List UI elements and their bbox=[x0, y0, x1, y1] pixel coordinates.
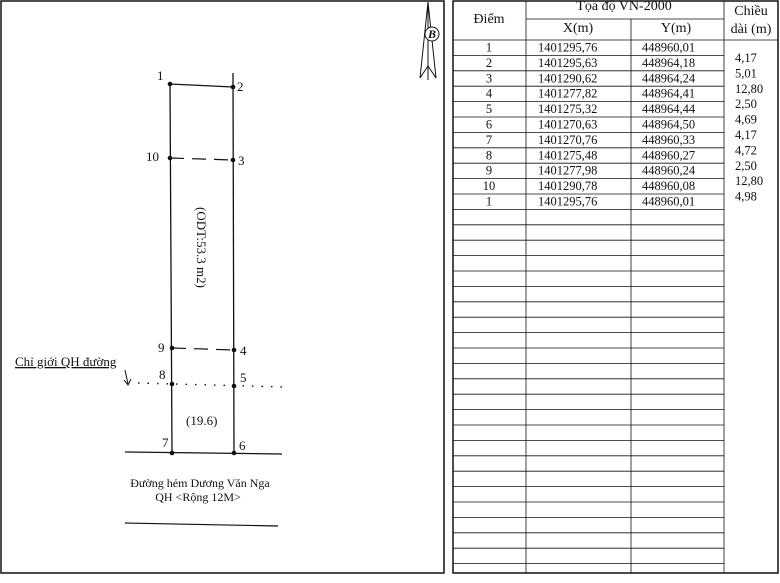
point-label-7: 7 bbox=[162, 435, 169, 450]
table-cell-length: 2,50 bbox=[735, 158, 757, 173]
table-cell-length: 4,72 bbox=[735, 143, 757, 158]
point-label-2: 2 bbox=[237, 79, 244, 94]
point-label-4: 4 bbox=[240, 343, 247, 358]
header-length-line1: Chiều bbox=[734, 4, 768, 19]
table-cell-p: 2 bbox=[485, 55, 493, 70]
header-x: X(m) bbox=[562, 21, 594, 36]
north-arrow-icon bbox=[420, 2, 439, 80]
table-cell-p: 3 bbox=[485, 71, 493, 86]
table-cell-x: 1401277,98 bbox=[538, 163, 598, 178]
table-cell-length: 4,69 bbox=[735, 112, 757, 127]
table-cell-length: 4,17 bbox=[735, 128, 757, 142]
table-cell-p: 7 bbox=[485, 132, 493, 147]
table-cell-x: 1401275,48 bbox=[538, 148, 598, 163]
table-cell-p: 10 bbox=[482, 179, 496, 194]
point-label-6: 6 bbox=[239, 438, 246, 453]
road-line-top bbox=[125, 452, 282, 454]
table-cell-length: 5,01 bbox=[735, 66, 757, 81]
table-cell-length: 12,80 bbox=[735, 174, 764, 189]
table-cell-x: 1401290,78 bbox=[538, 179, 598, 194]
road-line-bottom bbox=[125, 523, 278, 526]
table-cell-x: 1401295,76 bbox=[538, 40, 598, 55]
table-cell-x: 1401295,63 bbox=[538, 55, 598, 70]
table-cell-x: 1401270,76 bbox=[538, 132, 598, 147]
table-cell-p: 8 bbox=[485, 148, 493, 163]
table-cell-y: 448960,24 bbox=[642, 163, 696, 178]
point-label-10: 10 bbox=[146, 149, 159, 164]
table-cell-p: 1 bbox=[485, 40, 493, 55]
table-cell-length: 4,98 bbox=[735, 189, 757, 204]
point-label-9: 9 bbox=[158, 340, 165, 355]
boundary-label: Chỉ giới QH đường bbox=[15, 354, 117, 369]
table-cell-p: 6 bbox=[485, 117, 493, 132]
boundary-dotted-line bbox=[138, 383, 285, 387]
table-cell-y: 448960,01 bbox=[642, 194, 696, 209]
table-cell-y: 448960,08 bbox=[642, 179, 696, 194]
table-cell-y: 448964,44 bbox=[642, 102, 696, 117]
coordinate-table bbox=[453, 0, 778, 573]
table-cell-p: 4 bbox=[485, 86, 493, 101]
road-width: QH <Rộng 12M> bbox=[155, 490, 241, 504]
table-cell-length: 2,50 bbox=[735, 97, 757, 112]
header-point: Điểm bbox=[473, 12, 505, 27]
north-letter: B bbox=[428, 27, 437, 41]
point-label-8: 8 bbox=[159, 367, 166, 382]
table-cell-y: 448960,27 bbox=[642, 148, 696, 163]
table-cell-x: 1401295,76 bbox=[538, 194, 598, 209]
table-cell-x: 1401277,82 bbox=[538, 86, 598, 101]
table-grid bbox=[453, 1, 778, 573]
header-coord-group: Tọa độ VN-2000 bbox=[576, 0, 672, 14]
point-label-5: 5 bbox=[240, 370, 247, 385]
boundary-arrow-icon bbox=[124, 370, 131, 385]
table-cell-y: 448964,18 bbox=[642, 55, 696, 70]
table-frame bbox=[453, 1, 778, 573]
table-cell-y: 448960,01 bbox=[642, 40, 696, 55]
table-cell-y: 448960,33 bbox=[642, 132, 696, 147]
table-cell-y: 448964,24 bbox=[642, 71, 696, 86]
road-name: Đường hẻm Dương Văn Nga bbox=[130, 476, 270, 490]
table-cell-length: 12,80 bbox=[735, 81, 764, 96]
table-cell-x: 1401290,62 bbox=[538, 71, 598, 86]
table-cell-length: 4,17 bbox=[735, 51, 757, 65]
road-area-label: (19.6) bbox=[186, 413, 218, 428]
table-cell-x: 1401270,63 bbox=[538, 117, 598, 132]
point-label-1: 1 bbox=[157, 68, 164, 83]
parcel-area-label: (ODT:53.3 m2) bbox=[194, 207, 209, 288]
point-label-3: 3 bbox=[238, 153, 245, 168]
table-cell-p: 9 bbox=[485, 163, 493, 178]
table-cell-p: 1 bbox=[485, 194, 493, 209]
table-cell-y: 448964,50 bbox=[642, 117, 696, 132]
table-cell-y: 448964,41 bbox=[642, 86, 696, 101]
table-cell-x: 1401275,32 bbox=[538, 102, 598, 117]
table-cell-p: 5 bbox=[485, 102, 493, 117]
header-length-line2: dài (m) bbox=[730, 22, 772, 37]
header-y: Y(m) bbox=[660, 21, 692, 36]
